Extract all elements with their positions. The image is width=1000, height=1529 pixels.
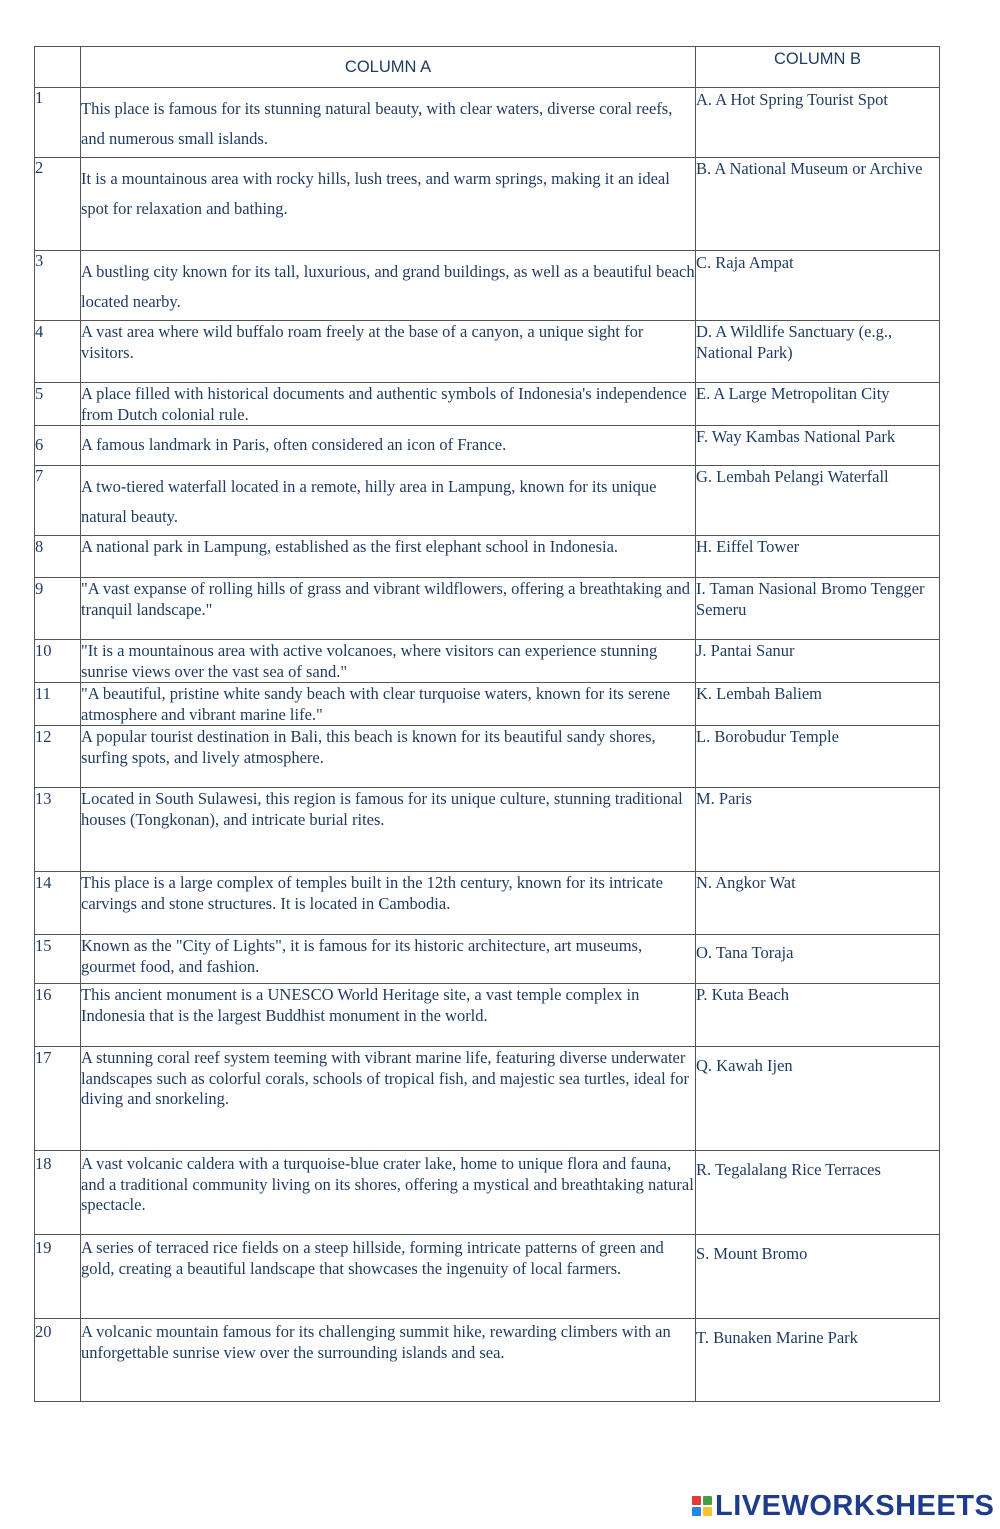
row-number: 6 bbox=[35, 426, 81, 466]
table-row bbox=[35, 872, 940, 935]
row-number: 13 bbox=[35, 788, 81, 872]
column-a-description: A series of terraced rice fields on a steep hillside, forming intricate patterns of green and gold, creating a beautiful landscape that showcases the ingenuity of local farmers. bbox=[81, 1235, 696, 1319]
row-number: 4 bbox=[35, 321, 81, 383]
column-b-answer: K. Lembah Baliem bbox=[696, 683, 940, 726]
column-b-answer: R. Tegalalang Rice Terraces bbox=[696, 1151, 940, 1235]
column-b-answer: J. Pantai Sanur bbox=[696, 640, 940, 683]
row-number: 12 bbox=[35, 726, 81, 788]
table-row bbox=[35, 683, 940, 726]
row-number: 1 bbox=[35, 88, 81, 158]
column-a-description: A national park in Lampung, established as the first elephant school in Indonesia. bbox=[81, 536, 696, 578]
table-row bbox=[35, 726, 940, 788]
table-row bbox=[35, 1235, 940, 1319]
column-a-description: This place is a large complex of temples built in the 12th century, known for its intricate carvings and stone structures. It is located in Cambodia. bbox=[81, 872, 696, 935]
logo-square-yellow bbox=[703, 1507, 712, 1516]
header-row bbox=[35, 47, 940, 88]
brand-name: LIVEWORKSHEETS bbox=[715, 1489, 995, 1522]
table-row bbox=[35, 321, 940, 383]
liveworksheets-footer bbox=[692, 1490, 994, 1522]
header-num-cell bbox=[35, 47, 81, 88]
row-number: 20 bbox=[35, 1319, 81, 1402]
column-a-description: A vast volcanic caldera with a turquoise-blue crater lake, home to unique flora and fauna, and a traditional community living on its shores, offering a mystical and breathtaking natural spectacle. bbox=[81, 1151, 696, 1235]
column-b-answer: B. A National Museum or Archive bbox=[696, 158, 940, 251]
table-row bbox=[35, 640, 940, 683]
column-a-description: Located in South Sulawesi, this region is famous for its unique culture, stunning traditional houses (Tongkonan), and intricate burial rites. bbox=[81, 788, 696, 872]
table-row bbox=[35, 536, 940, 578]
column-a-description: A volcanic mountain famous for its challenging summit hike, rewarding climbers with an unforgettable sunrise view over the surrounding islands and sea. bbox=[81, 1319, 696, 1402]
liveworksheets-logo-icon bbox=[692, 1496, 712, 1516]
column-a-description: "A vast expanse of rolling hills of grass and vibrant wildflowers, offering a breathtaking and tranquil landscape." bbox=[81, 578, 696, 640]
column-a-description: A place filled with historical documents and authentic symbols of Indonesia's independence from Dutch colonial rule. bbox=[81, 383, 696, 426]
column-b-answer: P. Kuta Beach bbox=[696, 984, 940, 1047]
column-b-answer: F. Way Kambas National Park bbox=[696, 426, 940, 466]
table-row bbox=[35, 251, 940, 321]
table-row bbox=[35, 158, 940, 251]
column-b-answer: C. Raja Ampat bbox=[696, 251, 940, 321]
column-b-answer: S. Mount Bromo bbox=[696, 1235, 940, 1319]
column-b-header: COLUMN B bbox=[696, 47, 940, 88]
row-number: 9 bbox=[35, 578, 81, 640]
table-row bbox=[35, 1319, 940, 1402]
row-number: 7 bbox=[35, 466, 81, 536]
table-row bbox=[35, 383, 940, 426]
table-row bbox=[35, 1047, 940, 1151]
table-row bbox=[35, 466, 940, 536]
column-a-description: A bustling city known for its tall, luxurious, and grand buildings, as well as a beautiful beach located nearby. bbox=[81, 251, 696, 321]
column-b-answer: H. Eiffel Tower bbox=[696, 536, 940, 578]
column-a-description: Known as the "City of Lights", it is famous for its historic architecture, art museums, gourmet food, and fashion. bbox=[81, 935, 696, 984]
column-a-description: A popular tourist destination in Bali, this beach is known for its beautiful sandy shores, surfing spots, and lively atmosphere. bbox=[81, 726, 696, 788]
table-row bbox=[35, 426, 940, 466]
row-number: 17 bbox=[35, 1047, 81, 1151]
column-b-answer: D. A Wildlife Sanctuary (e.g., National Park) bbox=[696, 321, 940, 383]
column-b-answer: G. Lembah Pelangi Waterfall bbox=[696, 466, 940, 536]
column-a-header: COLUMN A bbox=[81, 47, 696, 88]
logo-square-red bbox=[692, 1496, 701, 1505]
column-a-description: A stunning coral reef system teeming with vibrant marine life, featuring diverse underwater landscapes such as colorful corals, schools of tropical fish, and majestic sea turtles, ideal for diving and snorkeling. bbox=[81, 1047, 696, 1151]
matching-table bbox=[34, 46, 940, 1402]
column-b-answer: M. Paris bbox=[696, 788, 940, 872]
column-a-description: A vast area where wild buffalo roam freely at the base of a canyon, a unique sight for visitors. bbox=[81, 321, 696, 383]
column-a-description: A famous landmark in Paris, often considered an icon of France. bbox=[81, 426, 696, 466]
row-number: 15 bbox=[35, 935, 81, 984]
table-row bbox=[35, 88, 940, 158]
row-number: 19 bbox=[35, 1235, 81, 1319]
column-b-answer: A. A Hot Spring Tourist Spot bbox=[696, 88, 940, 158]
table-row bbox=[35, 1151, 940, 1235]
row-number: 8 bbox=[35, 536, 81, 578]
column-a-description: A two-tiered waterfall located in a remote, hilly area in Lampung, known for its unique natural beauty. bbox=[81, 466, 696, 536]
row-number: 2 bbox=[35, 158, 81, 251]
row-number: 5 bbox=[35, 383, 81, 426]
column-b-answer: Q. Kawah Ijen bbox=[696, 1047, 940, 1151]
column-a-description: This place is famous for its stunning natural beauty, with clear waters, diverse coral reefs, and numerous small islands. bbox=[81, 88, 696, 158]
column-b-answer: L. Borobudur Temple bbox=[696, 726, 940, 788]
row-number: 10 bbox=[35, 640, 81, 683]
column-a-description: This ancient monument is a UNESCO World Heritage site, a vast temple complex in Indonesia that is the largest Buddhist monument in the world. bbox=[81, 984, 696, 1047]
logo-square-blue bbox=[692, 1507, 701, 1516]
row-number: 18 bbox=[35, 1151, 81, 1235]
row-number: 3 bbox=[35, 251, 81, 321]
column-b-answer: T. Bunaken Marine Park bbox=[696, 1319, 940, 1402]
row-number: 14 bbox=[35, 872, 81, 935]
row-number: 11 bbox=[35, 683, 81, 726]
column-b-answer: O. Tana Toraja bbox=[696, 935, 940, 984]
table-row bbox=[35, 578, 940, 640]
column-b-answer: N. Angkor Wat bbox=[696, 872, 940, 935]
logo-square-green bbox=[703, 1496, 712, 1505]
column-a-description: "It is a mountainous area with active volcanoes, where visitors can experience stunning sunrise views over the vast sea of sand." bbox=[81, 640, 696, 683]
table-row bbox=[35, 984, 940, 1047]
row-number: 16 bbox=[35, 984, 81, 1047]
column-b-answer: I. Taman Nasional Bromo Tengger Semeru bbox=[696, 578, 940, 640]
column-a-description: It is a mountainous area with rocky hills, lush trees, and warm springs, making it an ideal spot for relaxation and bathing. bbox=[81, 158, 696, 251]
column-b-answer: E. A Large Metropolitan City bbox=[696, 383, 940, 426]
column-a-description: "A beautiful, pristine white sandy beach with clear turquoise waters, known for its serene atmosphere and vibrant marine life." bbox=[81, 683, 696, 726]
table-row bbox=[35, 935, 940, 984]
table-row bbox=[35, 788, 940, 872]
